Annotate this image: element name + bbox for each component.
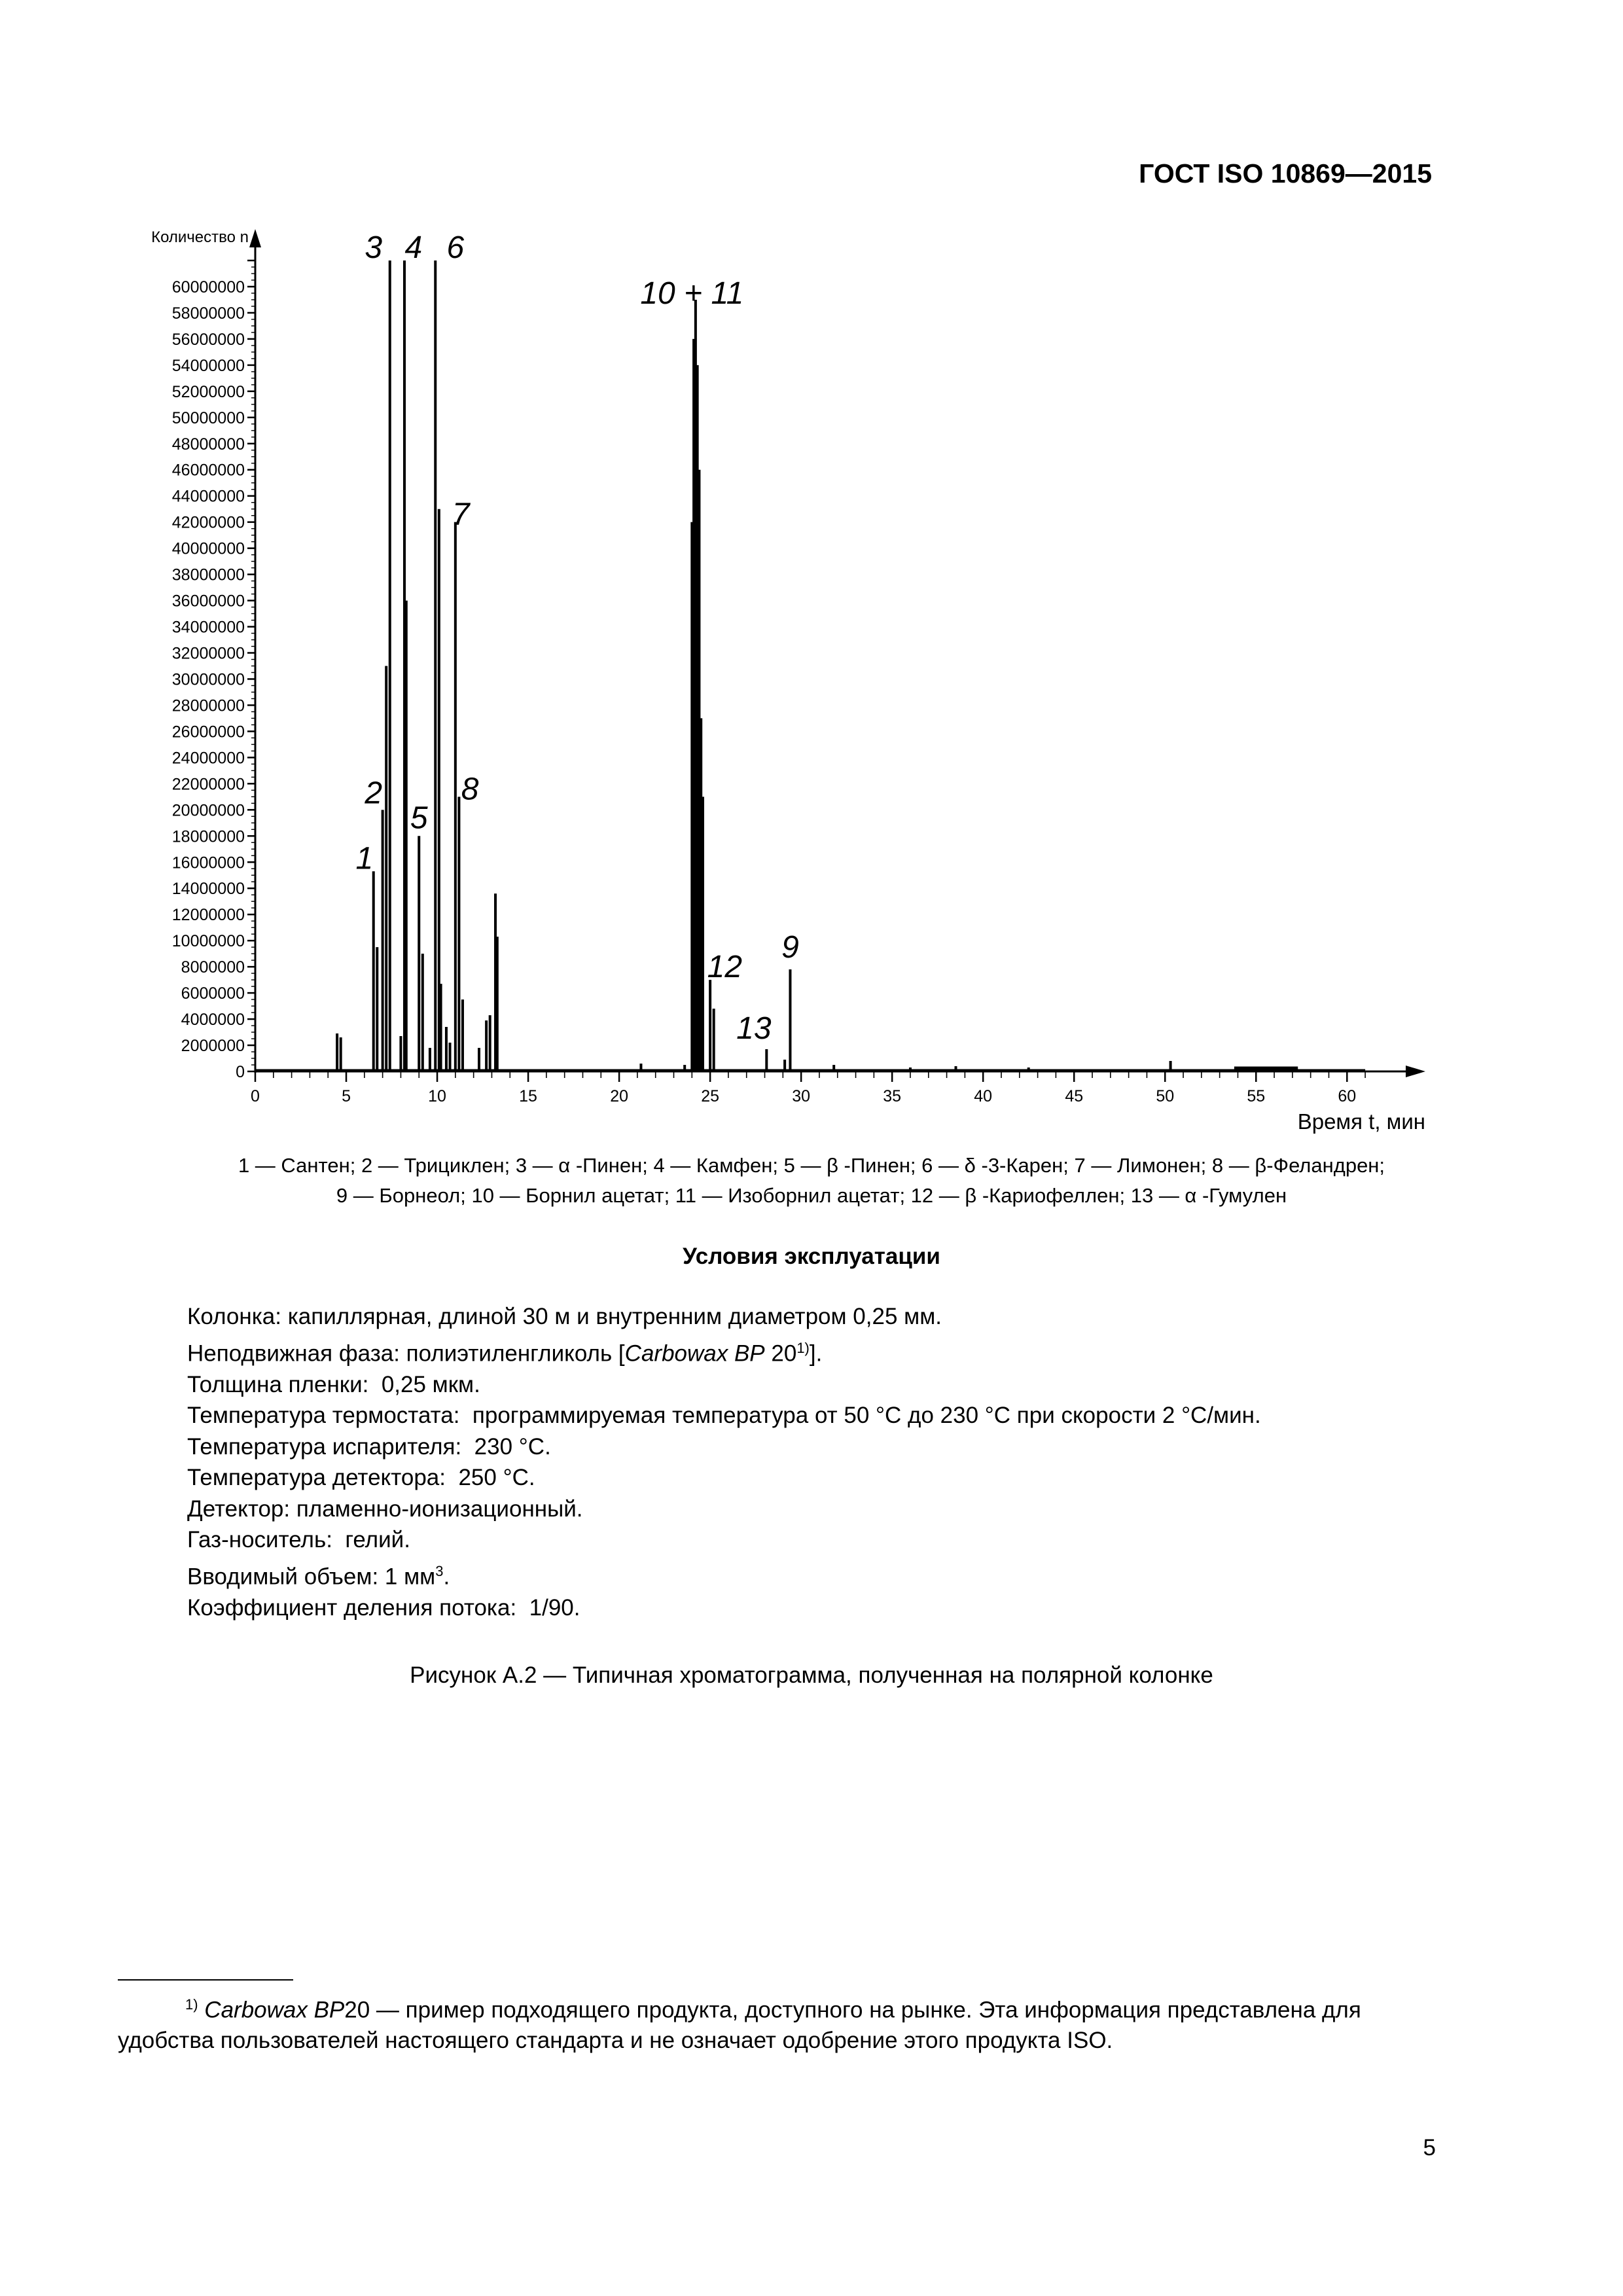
y-tick-label: 2000000 — [181, 1037, 245, 1056]
x-axis-title: Время t, мин — [1297, 1109, 1425, 1134]
condition-column: Колонка: капиллярная, длиной 30 м и внутренним диаметром 0,25 мм. — [187, 1304, 942, 1329]
y-tick-label: 56000000 — [171, 330, 245, 349]
condition-phase — [187, 1333, 1261, 1369]
x-tick-label: 55 — [1247, 1087, 1266, 1105]
y-tick-label: 6000000 — [181, 984, 245, 1003]
y-tick-label: 20000000 — [171, 801, 245, 820]
y-tick-label: 22000000 — [171, 775, 245, 794]
condition-detector-temp: Температура детектора: 250 °С. — [187, 1465, 535, 1491]
y-tick-label: 32000000 — [171, 644, 245, 663]
y-tick-label: 18000000 — [171, 827, 245, 846]
footnote-product: Carbowax BP — [204, 1997, 345, 2023]
x-tick-label: 50 — [1156, 1087, 1175, 1105]
page-number: 5 — [1423, 2135, 1436, 2161]
x-axis-arrow — [1406, 1066, 1425, 1077]
y-tick-label: 30000000 — [171, 670, 245, 689]
y-tick-label: 48000000 — [171, 435, 245, 454]
conditions-list — [187, 1301, 1261, 1623]
peak-label: 7 — [452, 497, 470, 532]
y-tick-label: 28000000 — [171, 696, 245, 715]
footnote — [118, 1965, 1444, 2056]
condition-volume — [187, 1556, 1261, 1592]
x-tick-label: 15 — [519, 1087, 537, 1105]
peak-legend-line-2: 9 — Борнеол; 10 — Борнил ацетат; 11 — Изоборнил ацетат; 12 — β -Кариофеллен; 13 — α -Гумулен — [336, 1184, 1287, 1207]
y-tick-label: 24000000 — [171, 749, 245, 768]
footnote-text-1: 20 — пример подходящего продукта, доступного на рынке. Эта информация представлена для — [344, 1997, 1361, 2023]
x-tick-label: 5 — [342, 1087, 351, 1105]
peak-legend-line-1: 1 — Сантен; 2 — Трициклен; 3 — α -Пинен; 4 — Камфен; 5 — β -Пинен; 6 — δ -3-Карен; 7 — Лимонен; 8 — β-Феландрен; — [238, 1154, 1385, 1177]
condition-phase-num: 20 — [764, 1340, 797, 1367]
y-tick-label: 44000000 — [171, 487, 245, 506]
x-tick-label: 10 — [428, 1087, 446, 1105]
condition-phase-product: Carbowax BP — [624, 1340, 765, 1367]
footnote-marker: 1) — [185, 1996, 198, 2013]
y-tick-label: 14000000 — [171, 880, 245, 899]
peak-label: 8 — [461, 772, 479, 807]
x-tick-label: 40 — [974, 1087, 993, 1105]
y-tick-label: 42000000 — [171, 513, 245, 532]
x-tick-label: 25 — [701, 1087, 720, 1105]
peak-label: 3 — [365, 230, 383, 266]
y-tick-label: 12000000 — [171, 906, 245, 925]
peak-label: 6 — [446, 230, 465, 266]
peak-label: 10 + 11 — [640, 276, 744, 311]
footnote-text-2: удобства пользователей настоящего стандарта и не означает одобрение этого продукта ISO. — [118, 2027, 1113, 2053]
condition-injector: Температура испарителя: 230 °С. — [187, 1433, 551, 1460]
peak-label: 5 — [410, 800, 428, 836]
y-tick-label: 60000000 — [171, 278, 245, 296]
y-tick-label: 54000000 — [171, 356, 245, 375]
y-tick-label: 52000000 — [171, 382, 245, 401]
condition-phase-pre: Неподвижная фаза: полиэтиленгликоль [ — [187, 1340, 625, 1367]
condition-split: Коэффициент деления потока: 1/90. — [187, 1594, 580, 1621]
peak-label: 12 — [707, 950, 743, 985]
y-tick-label: 40000000 — [171, 539, 245, 558]
y-tick-label: 58000000 — [171, 304, 245, 323]
y-tick-label: 16000000 — [171, 853, 245, 872]
x-tick-label: 0 — [251, 1087, 260, 1105]
condition-carrier: Газ-носитель: гелий. — [187, 1527, 410, 1553]
condition-volume-text: Вводимый объем: 1 мм — [187, 1564, 436, 1590]
y-tick-label: 38000000 — [171, 565, 245, 584]
condition-volume-sup: 3 — [435, 1562, 444, 1579]
y-tick-label: 8000000 — [181, 958, 245, 977]
condition-detector: Детектор: пламенно-ионизационный. — [187, 1496, 583, 1522]
peak-label: 1 — [355, 841, 374, 876]
y-tick-label: 34000000 — [171, 618, 245, 637]
condition-oven: Температура термостата: программируемая температура от 50 °С до 230 °С при скорости 2 °С/мин. — [187, 1403, 1261, 1429]
y-tick-label: 36000000 — [171, 592, 245, 611]
peak-label: 2 — [365, 776, 383, 811]
peak-label: 4 — [404, 230, 423, 266]
y-tick-label: 0 — [236, 1063, 245, 1081]
peak-label: 13 — [736, 1011, 772, 1047]
x-tick-label: 60 — [1338, 1087, 1357, 1105]
condition-volume-end: . — [443, 1564, 450, 1590]
document-id: ГОСТ ISO 10869—2015 — [1139, 158, 1432, 188]
peak-label: 9 — [781, 930, 799, 965]
x-tick-label: 30 — [792, 1087, 811, 1105]
y-tick-label: 10000000 — [171, 932, 245, 951]
x-tick-label: 45 — [1065, 1087, 1084, 1105]
x-tick-label: 20 — [610, 1087, 629, 1105]
y-axis-arrow — [249, 229, 261, 247]
condition-phase-footnote-ref: 1) — [796, 1339, 810, 1356]
y-tick-label: 50000000 — [171, 408, 245, 427]
condition-film: Толщина пленки: 0,25 мкм. — [187, 1371, 480, 1397]
conditions-title: Условия эксплуатации — [683, 1244, 940, 1269]
figure-caption: Рисунок А.2 — Типичная хроматограмма, полученная на полярной колонке — [410, 1662, 1213, 1688]
x-tick-label: 35 — [883, 1087, 902, 1105]
y-tick-label: 46000000 — [171, 461, 245, 480]
y-axis-title: Количество n — [151, 228, 249, 246]
y-tick-label: 26000000 — [171, 723, 245, 742]
condition-phase-post: ]. — [809, 1340, 823, 1367]
y-tick-label: 4000000 — [181, 1011, 245, 1030]
